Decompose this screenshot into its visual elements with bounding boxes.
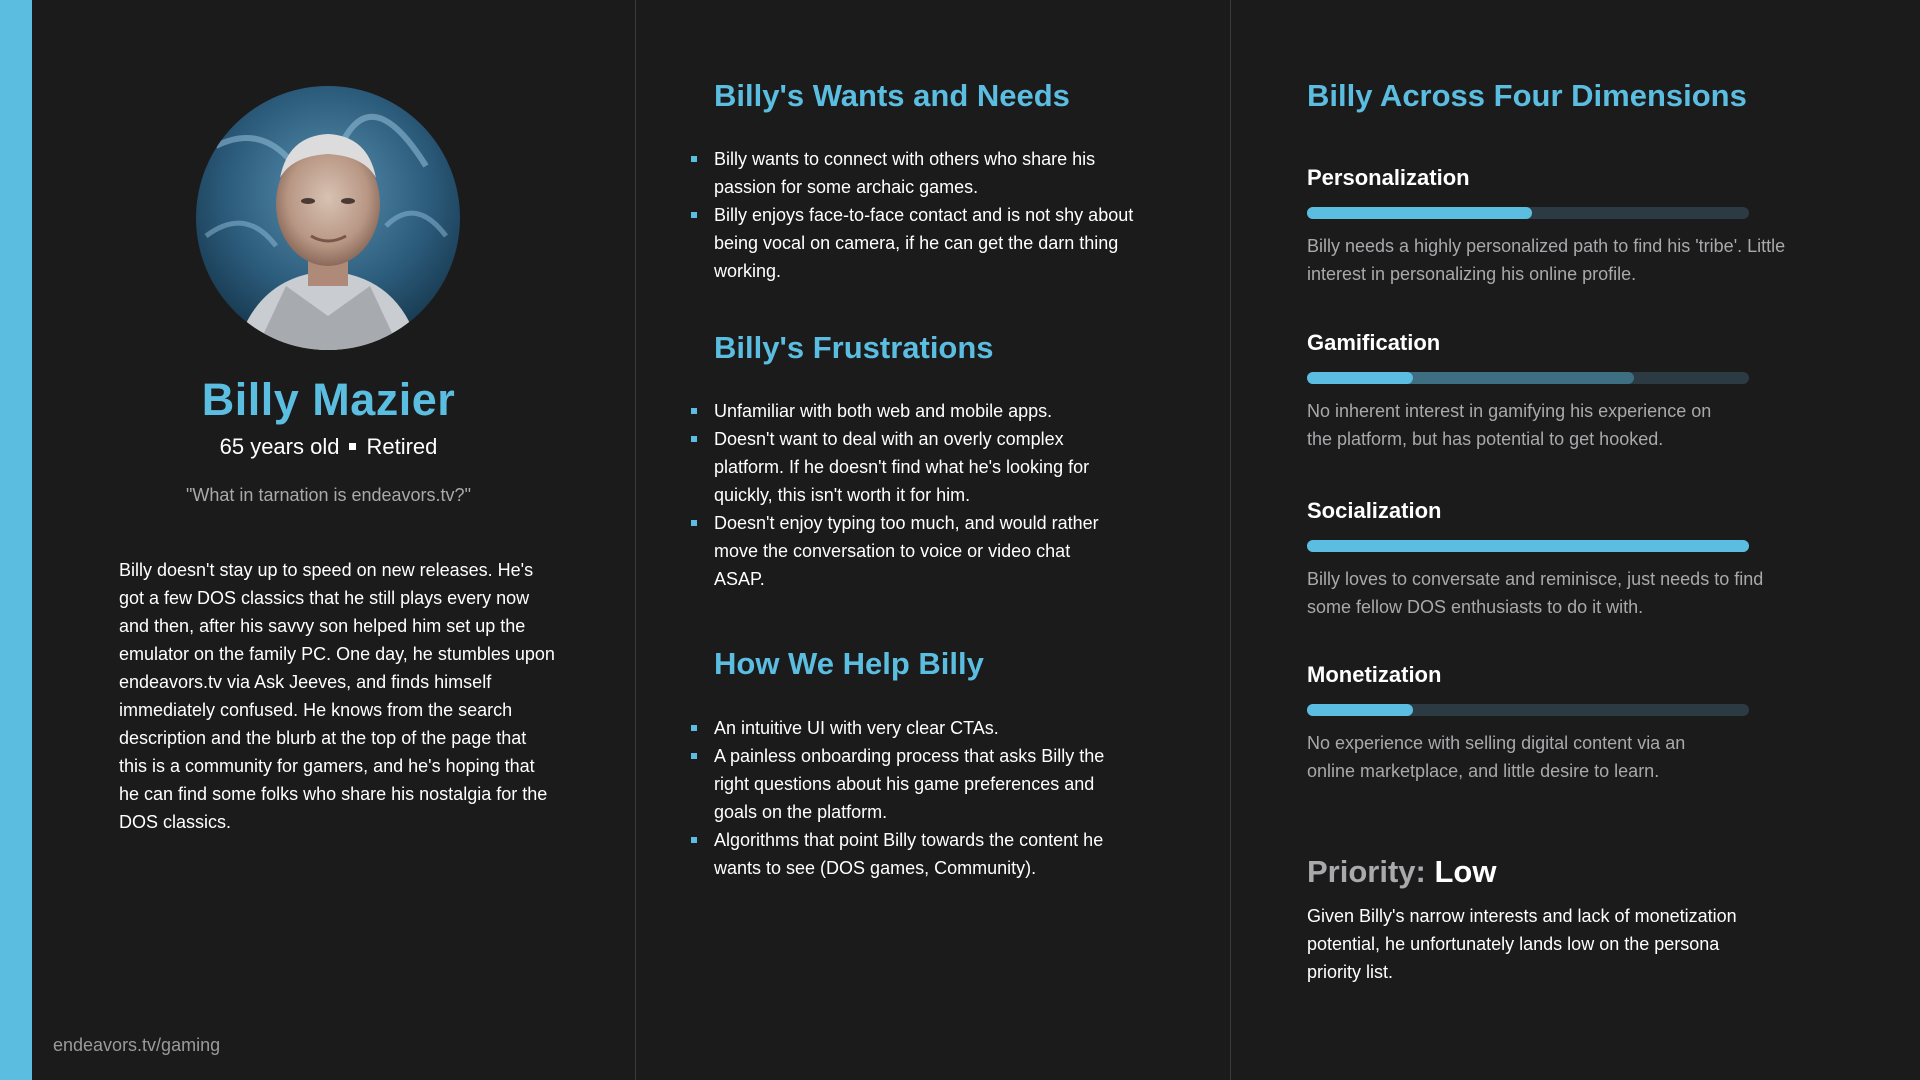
- list-item: An intuitive UI with very clear CTAs.: [714, 714, 1114, 742]
- footer-url: endeavors.tv/gaming: [53, 1035, 221, 1055]
- list-item: Doesn't want to deal with an overly complex platform. If he doesn't find what he's looking for quickly, this isn't worth it for him.: [714, 425, 1114, 509]
- bullet-icon: [691, 408, 697, 414]
- list-item: Doesn't enjoy typing too much, and would rather move the conversation to voice or video chat ASAP.: [714, 509, 1114, 593]
- bullet-icon: [691, 212, 697, 218]
- dimension-desc-monetization: No experience with selling digital content via an online marketplace, and little desire to learn.: [1307, 733, 1686, 781]
- dimension-bar-socialization: [1307, 540, 1749, 552]
- dimension-bar-fill: [1307, 372, 1413, 384]
- frustrations-heading: Billy's Frustrations: [714, 330, 994, 365]
- persona-needs: [636, 0, 1230, 1080]
- avatar: [196, 86, 460, 350]
- list-item: A painless onboarding process that asks Billy the right questions about his game preferences and goals on the platform.: [714, 742, 1114, 826]
- help-list: [714, 714, 1114, 882]
- dimension-title-socialization: Socialization: [1307, 498, 1442, 523]
- frustrations-list: [714, 397, 1114, 593]
- dimension-title-gamification: Gamification: [1307, 330, 1441, 355]
- avatar-portrait-image: [196, 86, 460, 350]
- persona-dimensions: [1231, 0, 1920, 1080]
- dimension-bar-gamification: [1307, 372, 1749, 384]
- persona-bio: Billy doesn't stay up to speed on new releases. He's got a few DOS classics that he still plays every now and then, after his savvy son helped him set up the emulator on the family PC. One day, he stumbles upon endeavors.tv via Ask Jeeves, and finds himself immediately confused. He knows from the search description and the blurb at the top of the page that this is a community for gamers, and he's hoping that he can find some folks who share his nostalgia for the DOS classics.: [119, 560, 555, 832]
- list-item: Unfamiliar with both web and mobile apps.: [714, 397, 1114, 425]
- priority: [1307, 854, 1496, 890]
- separator-dot: [349, 443, 356, 450]
- persona-name: Billy Mazier: [201, 374, 456, 425]
- list-item: Algorithms that point Billy towards the content he wants to see (DOS games, Community).: [714, 826, 1114, 882]
- dimension-title-monetization: Monetization: [1307, 662, 1442, 687]
- help-heading: How We Help Billy: [714, 646, 984, 681]
- priority-label: Priority:: [1307, 854, 1426, 889]
- persona-age: 65 years old: [219, 434, 340, 459]
- dimension-desc-gamification: No inherent interest in gamifying his experience on the platform, but has potential to get hooked.: [1307, 401, 1712, 449]
- persona-occupation: Retired: [366, 434, 438, 459]
- priority-description: Given Billy's narrow interests and lack of monetization potential, he unfortunately lands low on the persona priority list.: [1307, 906, 1737, 982]
- dimension-desc-personalization: Billy needs a highly personalized path to find his 'tribe'. Little interest in personalizing his online profile.: [1307, 236, 1786, 284]
- dimension-bar-fill: [1307, 704, 1413, 716]
- persona-meta: [32, 434, 625, 460]
- dimension-bar-monetization: [1307, 704, 1749, 716]
- dimension-bar-fill: [1307, 207, 1532, 219]
- dimension-desc-socialization: Billy loves to conversate and reminisce, just needs to find some fellow DOS enthusiasts to do it with.: [1307, 569, 1764, 617]
- bullet-icon: [691, 753, 697, 759]
- dimension-bar-fill: [1307, 540, 1749, 552]
- priority-value: Low: [1434, 854, 1497, 889]
- dimensions-heading: Billy Across Four Dimensions: [1307, 78, 1747, 113]
- dimension-bar-personalization: [1307, 207, 1749, 219]
- wants-list: [714, 145, 1154, 285]
- persona-quote: "What in tarnation is endeavors.tv?": [186, 485, 471, 505]
- accent-bar: [0, 0, 32, 1080]
- bullet-icon: [691, 156, 697, 162]
- dimension-title-personalization: Personalization: [1307, 165, 1470, 190]
- bullet-icon: [691, 520, 697, 526]
- persona-profile: [32, 0, 635, 1080]
- list-item: Billy enjoys face-to-face contact and is not shy about being vocal on camera, if he can get the darn thing working.: [714, 201, 1154, 285]
- bullet-icon: [691, 725, 697, 731]
- list-item: Billy wants to connect with others who share his passion for some archaic games.: [714, 145, 1154, 201]
- bullet-icon: [691, 837, 697, 843]
- wants-heading: Billy's Wants and Needs: [714, 78, 1070, 113]
- bullet-icon: [691, 436, 697, 442]
